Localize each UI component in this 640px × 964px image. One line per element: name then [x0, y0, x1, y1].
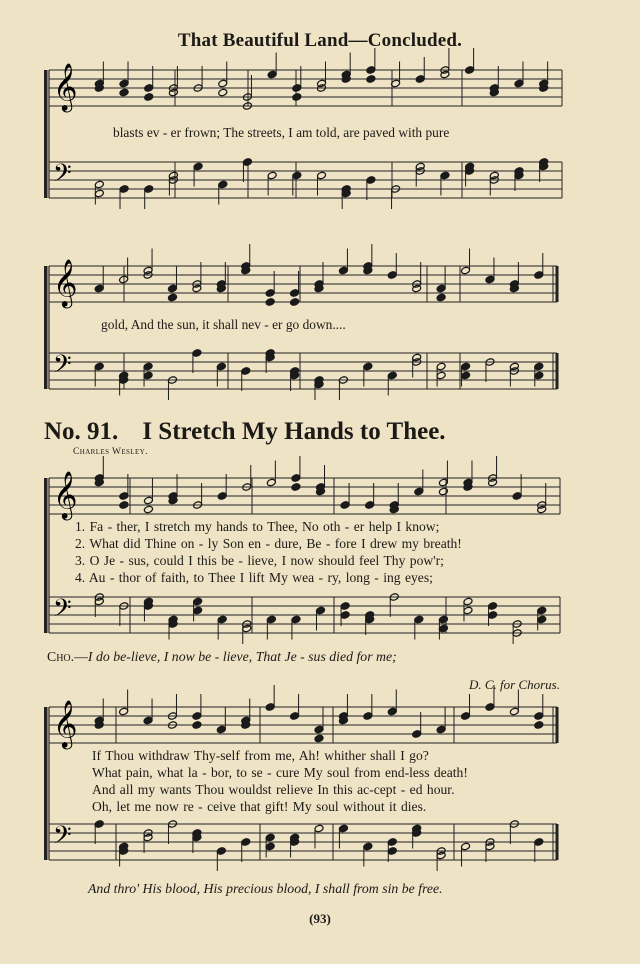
note-head — [292, 171, 302, 180]
note-head — [144, 185, 154, 194]
note-head — [365, 501, 375, 510]
note-head — [461, 266, 471, 275]
system-brace — [44, 707, 48, 860]
note-head — [415, 75, 425, 84]
note-head — [265, 298, 275, 307]
note-head — [216, 362, 226, 371]
lyrics-system-2: gold, And the sun, it shall nev - er go down.... — [101, 317, 346, 332]
note-head — [366, 75, 376, 84]
note-head — [338, 824, 348, 833]
bass-clef: 𝄢 — [53, 820, 72, 855]
page-number: (93) — [309, 911, 331, 926]
verse-2-line-2: What pain, what la - bor, to se - cure My soul from end-less death! — [92, 765, 468, 780]
note-head — [534, 371, 544, 380]
note-head — [267, 171, 277, 180]
lyrics-system-1: blasts ev - er frown; The streets, I am told, are paved with pure — [113, 125, 450, 140]
note-head — [461, 371, 471, 380]
hymn-title-block — [44, 418, 446, 446]
note-head — [119, 492, 129, 501]
note-head — [387, 847, 397, 856]
note-head — [119, 79, 129, 88]
bass-clef: 𝄢 — [53, 158, 72, 193]
note-head — [291, 615, 301, 624]
note-head — [119, 185, 129, 194]
note-head — [266, 615, 276, 624]
note-head — [340, 611, 350, 620]
note-head — [241, 367, 251, 376]
hymn-author: Charles Wesley. — [73, 447, 148, 457]
note-head — [291, 474, 301, 483]
note-head — [265, 703, 275, 712]
page-title: That Beautiful Land—Concluded. — [177, 30, 463, 51]
note-head — [290, 712, 300, 721]
bass-clef: 𝄢 — [53, 593, 72, 628]
note-head — [537, 606, 547, 615]
note-head — [488, 602, 498, 611]
verse-3-line-1: 3. O Je - sus, could I this be - lieve, I now should feel Thy pow'r; — [75, 553, 444, 568]
verse-2-line-1: 2. What did Thine on - ly Son en - dure, Be - fore I drew my breath! — [75, 536, 462, 551]
note-head — [436, 371, 446, 380]
hymn-title: I Stretch My Hands to Thee. — [142, 418, 446, 445]
note-head — [461, 362, 471, 371]
note-head — [512, 492, 522, 501]
note-head — [363, 712, 373, 721]
note-head — [265, 289, 275, 298]
chorus-line-2: And thro' His blood, His precious blood, I shall from sin be free. — [88, 881, 443, 896]
note-head — [94, 180, 104, 189]
note-head — [143, 371, 153, 380]
note-head — [387, 707, 397, 716]
note-head — [168, 293, 178, 302]
note-head — [314, 824, 324, 833]
dc-for-chorus: D. C. for Chorus. — [468, 677, 560, 692]
note-head — [94, 362, 104, 371]
note-head — [144, 84, 154, 93]
note-head — [438, 478, 448, 487]
note-head — [485, 275, 495, 284]
note-head — [265, 842, 275, 851]
treble-clef: 𝄞 — [53, 699, 78, 748]
chorus-label: Cho.— — [47, 649, 88, 664]
note-head — [314, 725, 324, 734]
note-head — [534, 712, 544, 721]
system-brace — [44, 266, 48, 389]
note-head — [534, 838, 544, 847]
note-head — [534, 362, 544, 371]
note-head — [292, 93, 302, 102]
note-head — [436, 293, 446, 302]
note-head — [440, 171, 450, 180]
note-head — [144, 93, 154, 102]
note-head — [438, 615, 448, 624]
system-brace — [44, 478, 48, 633]
note-head — [94, 820, 104, 829]
note-head — [292, 84, 302, 93]
note-head — [414, 487, 424, 496]
chorus-text-1: I do be-lieve, I now be - lieve, That Je - sus died for me; — [87, 649, 397, 664]
note-head — [414, 615, 424, 624]
note-head — [143, 362, 153, 371]
bass-clef: 𝄢 — [53, 349, 72, 384]
note-head — [192, 349, 202, 358]
verse-3-line-2: And all my wants Thou wouldst relieve In this ac-cept - ed hour. — [92, 782, 455, 797]
verse-4-line-1: 4. Au - thor of faith, to Thee I lift My wea - ry, long - ing eyes; — [75, 570, 433, 585]
note-head — [241, 838, 251, 847]
treble-clef: 𝄞 — [53, 258, 78, 307]
note-head — [338, 266, 348, 275]
note-head — [119, 88, 129, 97]
note-head — [387, 838, 397, 847]
note-head — [94, 284, 104, 293]
note-head — [317, 171, 327, 180]
note-head — [534, 721, 544, 730]
note-head — [363, 362, 373, 371]
note-head — [366, 176, 376, 185]
hymn-number: No. 91. — [44, 418, 119, 445]
note-head — [465, 66, 475, 75]
note-head — [119, 707, 129, 716]
note-head — [314, 734, 324, 743]
verse-4-line-2: Oh, let me now re - ceive that gift! My soul without it dies. — [92, 799, 427, 814]
note-head — [143, 496, 153, 505]
note-head — [488, 611, 498, 620]
note-head — [534, 271, 544, 280]
note-head — [509, 707, 519, 716]
note-head — [366, 66, 376, 75]
note-head — [119, 501, 129, 510]
note-head — [168, 284, 178, 293]
note-head — [485, 703, 495, 712]
note-head — [436, 284, 446, 293]
note-head — [387, 271, 397, 280]
note-head — [340, 602, 350, 611]
treble-clef: 𝄞 — [53, 470, 78, 519]
system-brace — [44, 70, 48, 198]
chorus-line-1 — [47, 649, 397, 665]
note-head — [412, 730, 422, 739]
note-head — [436, 725, 446, 734]
note-head — [461, 712, 471, 721]
note-head — [192, 721, 202, 730]
note-head — [436, 362, 446, 371]
note-head — [290, 298, 300, 307]
note-head — [242, 158, 252, 167]
treble-clef: 𝄞 — [53, 62, 78, 111]
note-head — [461, 842, 471, 851]
note-head — [340, 501, 350, 510]
note-head — [218, 180, 228, 189]
note-head — [438, 487, 448, 496]
note-head — [316, 606, 326, 615]
note-head — [193, 606, 203, 615]
note-head — [290, 289, 300, 298]
note-head — [463, 606, 473, 615]
note-head — [143, 505, 153, 514]
note-head — [438, 624, 448, 633]
verse-1-line-2: If Thou withdraw Thy-self from me, Ah! whither shall I go? — [92, 748, 429, 763]
note-head — [387, 371, 397, 380]
note-head — [266, 478, 276, 487]
note-head — [192, 712, 202, 721]
note-head — [94, 189, 104, 198]
verse-1-line-1: 1. Fa - ther, I stretch my hands to Thee, No oth - er help I know; — [75, 519, 440, 534]
note-head — [363, 842, 373, 851]
note-head — [218, 88, 228, 97]
note-head — [216, 847, 226, 856]
note-head — [267, 70, 277, 79]
note-head — [265, 833, 275, 842]
note-head — [216, 725, 226, 734]
note-head — [217, 615, 227, 624]
note-head — [193, 162, 203, 171]
note-head — [291, 483, 301, 492]
note-head — [463, 597, 473, 606]
note-head — [218, 79, 228, 88]
note-head — [193, 597, 203, 606]
note-head — [143, 716, 153, 725]
note-head — [537, 615, 547, 624]
note-head — [514, 79, 524, 88]
note-head — [217, 492, 227, 501]
